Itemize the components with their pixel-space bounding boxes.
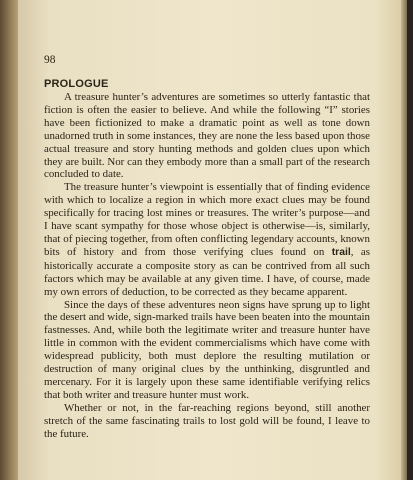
body-text: [44, 78, 370, 440]
paragraph-2-start: The treasure hunter’s viewpoint is essentially that of finding evidence with which to localize a region in which more exact clues may be found specifically for tracing lost mines or treasures. The writer’s purpose—and I have scant sympathy for those whose object is otherwise—is, similarly, that of piecing together, from often conflicting legendary accounts, known bits of history and from those verifying clues found on: [44, 181, 370, 258]
paragraph-2: [44, 181, 370, 298]
paragraph-4: Whether or not, in the far-reaching regions beyond, still another stretch of the same fascinating trails to lost gold will be found, I leave to the future.: [44, 401, 370, 440]
paragraph-2-end: , as historically accurate a composite story as can be contrived from all such factors which may be available at any given time. I have, of course, made my own errors of deduction, to be corrected as they became apparent.: [44, 245, 370, 298]
page-number: 98: [44, 54, 56, 66]
page-right-edge: [401, 0, 407, 480]
paragraph-3: Since the days of these adventures neon signs have sprung up to light the desert and wide, sign-marked trails have been beaten into the mountain fastnesses. And, while both the legitimate writer and treasure hunter have little in common with the evident commercialisms which have come with widespread publicity, both must deplore the resulting mutilation or destruction of many original clues by the unthinking, disgruntled and mercenary. For it is largely upon these same identifiable verifying relics that both writer and treasure hunter must work.: [44, 298, 371, 401]
paragraph-1: A treasure hunter’s adventures are sometimes so utterly fantastic that fiction is often the easier to believe. And while the following “I” stories have been fictionized to make a dramatic point as well as tone down unadorned truth in some instances, they are none the less based upon those actual treasure and story hunting methods and golden clues upon which they are built. Nor can they embody more than a small part of the research concluded to date.: [44, 91, 370, 181]
bold-word-trail: trail: [331, 246, 351, 258]
prologue-heading: PROLOGUE: [44, 78, 109, 90]
